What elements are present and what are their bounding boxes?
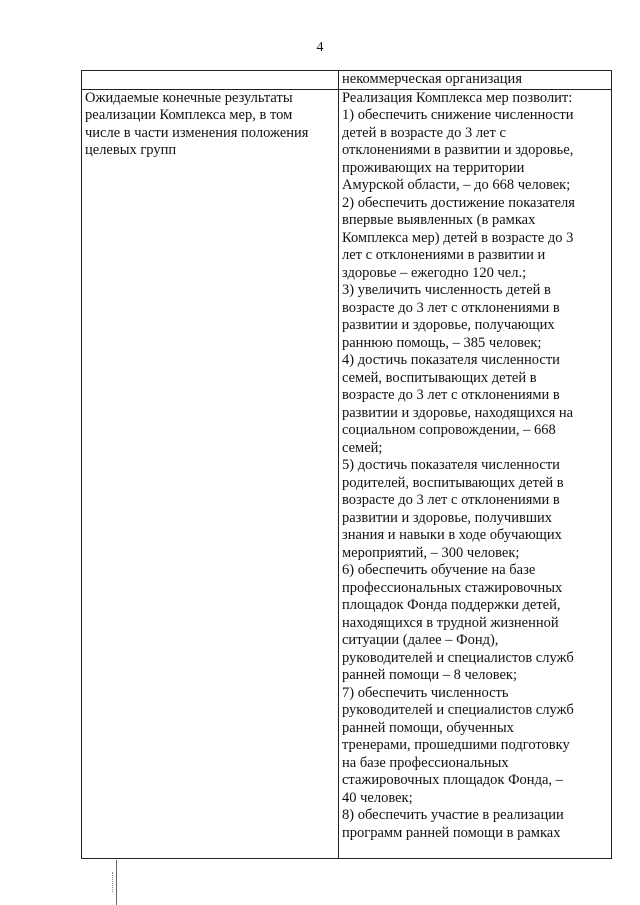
result-line: впервые выявленных (в рамках [342, 212, 536, 228]
result-line: возрасте до 3 лет с отклонениями в [342, 387, 560, 403]
result-line: лет с отклонениями в развитии и [342, 247, 546, 263]
result-line: 4) достичь показателя численности [342, 352, 560, 368]
result-line: 7) обеспечить численность [342, 684, 509, 701]
label-line: целевых групп [85, 142, 177, 158]
result-line: находящихся в трудной жизненной [342, 614, 559, 631]
result-line: развитии и здоровье, получивших [342, 509, 553, 526]
result-line: 40 человек; [342, 789, 413, 806]
label-line: Ожидаемые конечные результаты [85, 89, 293, 106]
result-line: стажировочных площадок Фонда, – [342, 772, 563, 788]
result-line: площадок Фонда поддержки детей, [342, 597, 561, 613]
result-line: возрасте до 3 лет с отклонениями в [342, 492, 560, 508]
result-line: 3) увеличить численность детей в [342, 282, 551, 298]
result-line: программ ранней помощи в рамках [342, 824, 561, 841]
result-line: знания и навыки в ходе обучающих [342, 527, 562, 543]
label-line: числе в части изменения положения [85, 124, 309, 141]
result-line: 2) обеспечить достижение показателя [342, 194, 575, 211]
result-line: руководителей и специалистов служб [342, 702, 574, 718]
result-line: профессиональных стажировочных [342, 579, 563, 596]
label-line: реализации Комплекса мер, в том [85, 107, 293, 123]
result-line: родителей, воспитывающих детей в [342, 474, 564, 491]
scan-margin-dots [112, 872, 117, 892]
expected-results-content-cell [339, 89, 612, 858]
result-line: ранней помощи – 8 человек; [342, 667, 517, 683]
result-line: развитии и здоровье, получающих [342, 317, 555, 333]
result-line: раннюю помощь, – 385 человек; [342, 334, 542, 351]
result-line: Амурской области, – до 668 человек; [342, 177, 571, 193]
result-line: 5) достичь показателя численности [342, 457, 560, 473]
expected-results-label-cell [82, 89, 339, 858]
result-line: Комплекса мер) детей в возрасте до 3 [342, 229, 574, 246]
expected-results-list [342, 90, 608, 843]
result-line: 8) обеспечить участие в реализации [342, 807, 564, 823]
result-line: ранней помощи, обученных [342, 719, 514, 736]
result-line: детей в возрасте до 3 лет с [342, 124, 506, 141]
result-line: здоровье – ежегодно 120 чел.; [342, 264, 527, 281]
result-line: 1) обеспечить снижение численности [342, 107, 574, 123]
table-main-row [82, 89, 612, 858]
result-line: ситуации (далее – Фонд), [342, 632, 499, 648]
result-line: социальном сопровождении, – 668 [342, 422, 556, 438]
result-line: Реализация Комплекса мер позволит: [342, 89, 573, 106]
result-line: на базе профессиональных [342, 754, 509, 771]
result-line: руководителей и специалистов служб [342, 649, 574, 666]
result-line: возрасте до 3 лет с отклонениями в [342, 299, 560, 316]
results-table [81, 70, 612, 859]
result-line: семей; [342, 439, 383, 456]
result-line: развитии и здоровье, находящихся на [342, 404, 574, 421]
result-line: мероприятий, – 300 человек; [342, 544, 520, 561]
expected-results-label [85, 90, 335, 160]
header-right-cell: некоммерческая организация [339, 71, 612, 90]
result-line: проживающих на территории [342, 159, 525, 176]
page-number: 4 [316, 40, 324, 55]
result-line: тренерами, прошедшими подготовку [342, 737, 570, 753]
result-line: 6) обеспечить обучение на базе [342, 562, 536, 578]
table-header-row [82, 71, 612, 90]
header-left-cell [82, 71, 339, 90]
result-line: семей, воспитывающих детей в [342, 369, 537, 386]
result-line: отклонениями в развитии и здоровье, [342, 142, 574, 158]
